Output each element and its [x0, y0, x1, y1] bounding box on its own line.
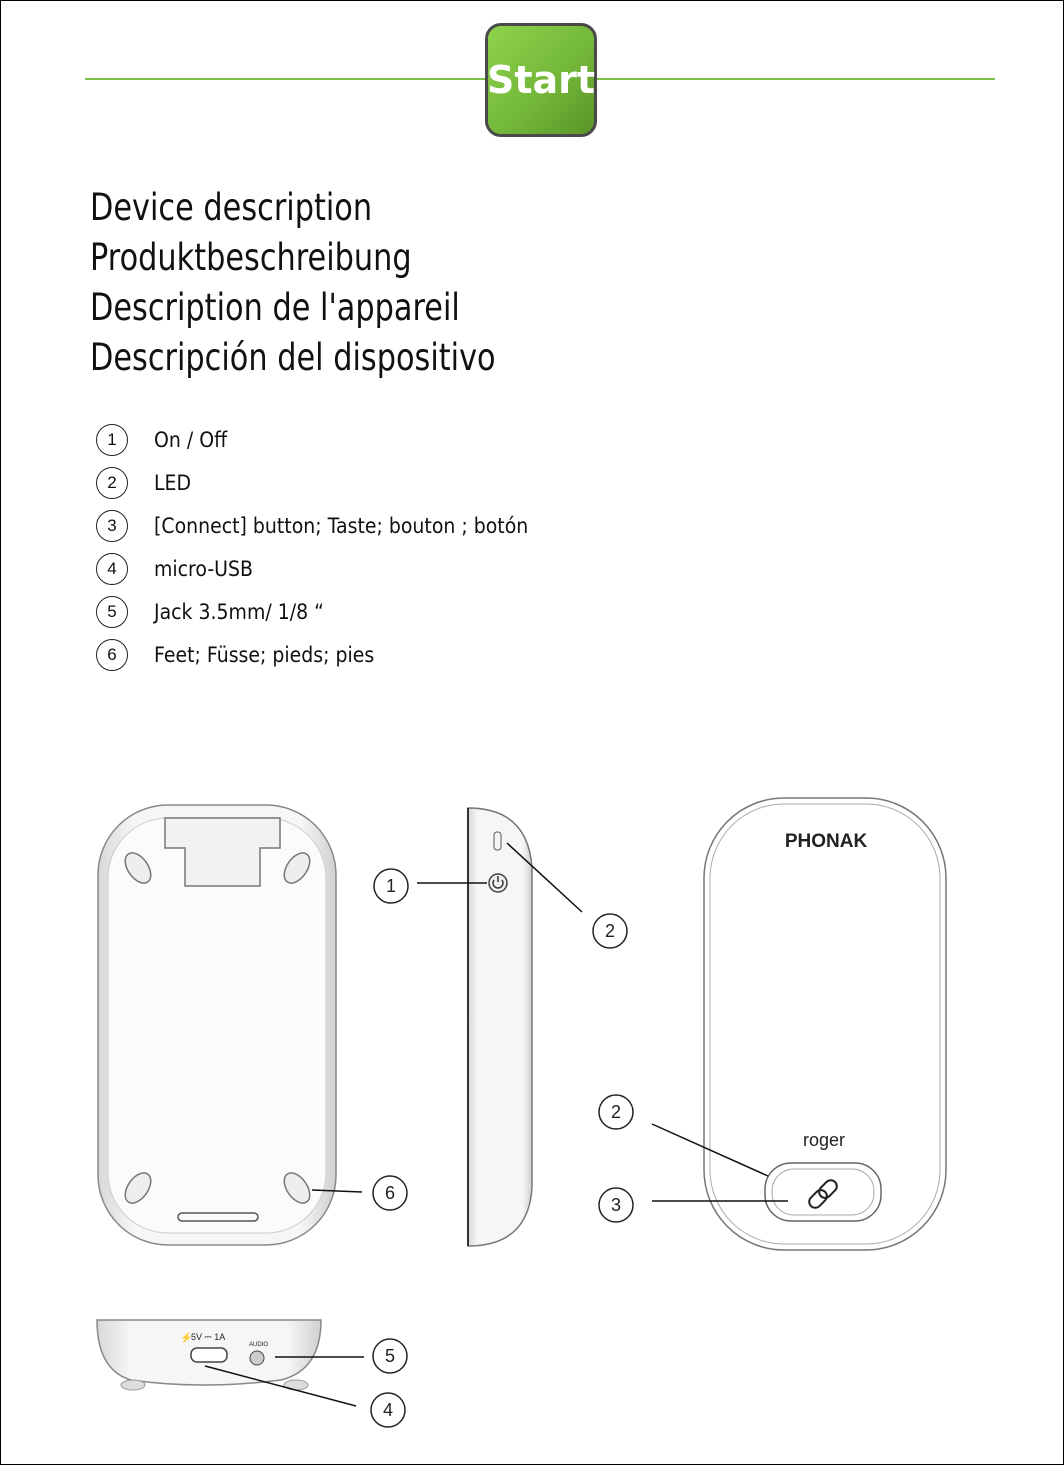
power-rating-label: 5V ⎓ 1A [191, 1332, 226, 1342]
legend-label: Feet; Füsse; pieds; pies [154, 642, 375, 667]
callout-3 [599, 1188, 633, 1222]
callout-6 [373, 1176, 407, 1210]
svg-text:3: 3 [610, 1195, 622, 1215]
heading-en: Device description [90, 186, 373, 229]
micro-usb-port [191, 1348, 227, 1362]
svg-text:2: 2 [604, 921, 616, 941]
device-bottom-view [97, 1320, 364, 1406]
device-front-view [652, 798, 946, 1250]
callout-5 [373, 1339, 407, 1373]
callout-number: 3 [96, 510, 128, 542]
callout-number: 2 [96, 467, 128, 499]
legend-label: Jack 3.5mm/ 1/8 “ [154, 599, 324, 624]
power-icon [489, 874, 507, 892]
heading-fr: Description de l'appareil [90, 286, 460, 329]
legend-label: [Connect] button; Taste; bouton ; botón [154, 513, 529, 538]
audio-jack-port [250, 1351, 264, 1365]
heading-de: Produktbeschreibung [90, 236, 412, 279]
phonak-logo: PHONAK [784, 831, 868, 852]
callout-2 [599, 1095, 633, 1129]
svg-text:4: 4 [382, 1400, 394, 1420]
svg-text:1: 1 [385, 876, 397, 896]
svg-text:2: 2 [610, 1102, 622, 1122]
roger-logo: roger [802, 1130, 846, 1150]
device-side-view [417, 808, 582, 1246]
legend-label: On / Off [154, 427, 228, 452]
callout-2 [593, 914, 627, 948]
svg-text:5: 5 [384, 1346, 396, 1366]
callout-number: 4 [96, 553, 128, 585]
start-badge: Start [485, 23, 597, 137]
audio-label: AUDIO [249, 1342, 269, 1348]
callout-4 [371, 1393, 405, 1427]
device-back-view [98, 805, 362, 1245]
callout-number: 5 [96, 596, 128, 628]
svg-text:⚡: ⚡ [180, 1333, 193, 1344]
callout-1 [374, 869, 408, 903]
heading-es: Descripción del dispositivo [90, 336, 496, 379]
callout-number: 1 [96, 424, 128, 456]
legend-label: LED [154, 470, 192, 495]
legend-label: micro-USB [154, 556, 253, 581]
callout-number: 6 [96, 639, 128, 671]
svg-text:6: 6 [384, 1183, 396, 1203]
